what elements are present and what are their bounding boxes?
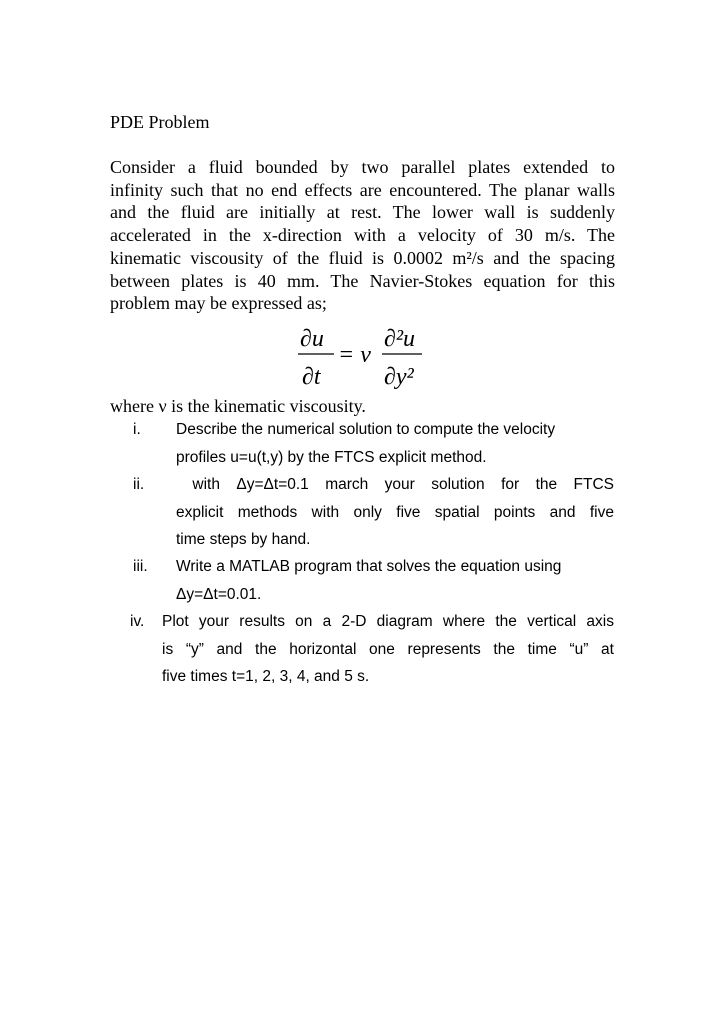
navier-stokes-equation [290,318,430,398]
paragraph-line: and the fluid are initially at rest. The lower wall is suddenly [110,202,615,223]
item-line: five times t=1, 2, 3, 4, and 5 s. [162,668,370,685]
paragraph-line: problem may be expressed as; [110,293,327,314]
paragraph-line: Consider a fluid bounded by two parallel plates extended to [110,157,615,177]
problem-paragraph [110,156,615,315]
item-line: profiles u=u(t,y) by the FTCS explicit method. [176,448,487,466]
item-line: Δy=Δt=0.01. [176,585,262,603]
lhs-denominator: ∂t [302,364,321,390]
item-marker: ii. [133,476,145,493]
rhs-denominator: ∂y² [384,364,414,390]
item-line: explicit methods with only five spatial points and five [176,503,614,521]
list-item [176,471,614,554]
item-line: time steps by hand. [176,531,311,548]
equals-nu: = ν [338,342,371,368]
item-marker: i. [133,421,141,438]
item-line: Write a MATLAB program that solves the equation using [176,558,562,575]
paragraph-line: between plates is 40 mm. The Navier-Stokes equation for this [110,270,615,291]
item-line: Describe the numerical solution to compute the velocity [176,421,556,438]
item-line: Plot your results on a 2-D diagram where the vertical axis [162,613,614,630]
paragraph-line: accelerated in the x-direction with a velocity of 30 m/s. The [110,225,615,246]
document-title: PDE Problem [110,112,210,132]
list-item [176,416,555,471]
item-line: with Δy=Δt=0.1 march your solution for the FTCS [176,476,614,493]
where-text: where ν is the kinematic viscousity. [110,396,366,416]
item-marker: iii. [133,558,148,575]
rhs-numerator: ∂²u [384,326,416,352]
item-line: is “y” and the horizontal one represents the time “u” at [162,640,614,658]
list-item [176,553,561,608]
list-item [162,608,614,691]
paragraph-line: infinity such that no end effects are encountered. The planar walls [110,179,615,200]
lhs-numerator: ∂u [300,326,324,352]
item-marker: iv. [130,613,145,630]
paragraph-line: kinematic viscousity of the fluid is 0.0002 m²/s and the spacing [110,247,615,268]
